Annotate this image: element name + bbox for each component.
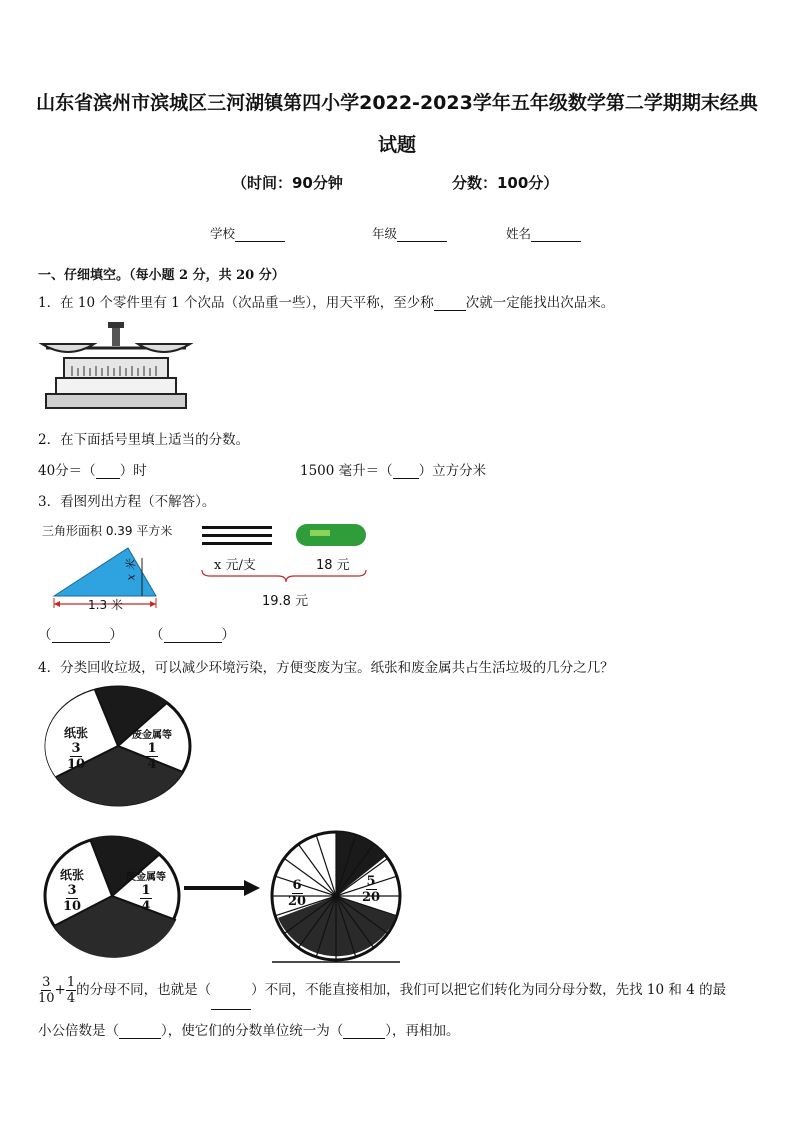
school-field xyxy=(210,224,285,242)
page-title: 山东省滨州市滨城区三河湖镇第四小学2022-2023学年五年级数学第二学期期末经典 xyxy=(36,92,758,114)
exam-time: （时间：90分钟 xyxy=(232,174,343,192)
balance-scale-image xyxy=(38,322,194,412)
expr-den-2: 4 xyxy=(66,991,76,1006)
triangle-base-label: 1.3 米 xyxy=(88,598,123,612)
q4-blank-3[interactable] xyxy=(343,1038,385,1039)
q2-right-blank[interactable] xyxy=(393,478,419,479)
q2-left-post: ）时 xyxy=(119,463,147,479)
question-3: 3．看图列出方程（不解答）。 xyxy=(38,494,216,510)
pie1-paper-text: 纸张 xyxy=(64,726,89,740)
question-4: 4．分类回收垃圾，可以减少环境污染，方便变废为宝。纸张和废金属共占生活垃圾的几分之几？ xyxy=(38,660,614,676)
triangle-height-label: x 米 xyxy=(124,559,138,581)
q1-text-end: 次就一定能找出次品来。 xyxy=(465,295,615,311)
pie3-right-den: 20 xyxy=(362,890,381,905)
right-arrow-icon xyxy=(182,878,262,898)
pie1-paper-num: 3 xyxy=(71,741,81,756)
exam-score: 分数：100分） xyxy=(452,174,559,192)
pie1-metal-label xyxy=(132,726,172,772)
q4-line-1 xyxy=(38,970,726,1010)
q4-line2-b: ），使它们的分数单位统一为（ xyxy=(161,1023,344,1039)
expr-den-1: 10 xyxy=(38,991,55,1006)
pie3-left-den: 20 xyxy=(288,894,307,909)
q3-answer-2 xyxy=(150,623,235,643)
pie3-right-num: 5 xyxy=(366,874,376,889)
pie2-paper-den: 10 xyxy=(62,899,82,914)
q3-ans1-close: ） xyxy=(109,627,123,643)
grade-label: 年级 xyxy=(372,226,398,241)
expr-fraction-1 xyxy=(38,975,55,1006)
pie1-metal-text: 废金属等 xyxy=(132,730,172,741)
triangle-caption: 三角形面积 0.39 平方米 xyxy=(42,524,173,538)
pie1-paper-label xyxy=(64,724,88,772)
pie1-paper-den: 10 xyxy=(66,757,86,772)
pie1-metal-den: 4 xyxy=(147,757,157,772)
q4-line2-c: ），再相加。 xyxy=(385,1023,460,1039)
pie2-metal-label xyxy=(126,868,166,914)
expr-num-1: 3 xyxy=(42,975,51,990)
q2-left-pre: 40分＝（ xyxy=(38,463,96,479)
q4-line1-b: ）不同，不能直接相加，我们可以把它们转化为同分母分数，先找 10 和 4 的最 xyxy=(251,982,727,998)
q1-text: 1．在 10 个零件里有 1 个次品（次品重一些），用天平称，至少称 xyxy=(38,295,434,311)
name-blank[interactable] xyxy=(531,241,581,242)
question-2: 2．在下面括号里填上适当的分数。 xyxy=(38,432,250,448)
pens-and-box-diagram xyxy=(200,522,372,584)
q2-right-pre: 1500 毫升＝（ xyxy=(300,463,393,479)
q4-line2-a: 小公倍数是（ xyxy=(38,1023,119,1039)
q4-blank-1[interactable] xyxy=(211,1009,251,1010)
pie3-left-fraction xyxy=(288,878,306,909)
pie3-right-fraction xyxy=(362,874,380,905)
pie2-paper-label xyxy=(60,866,84,914)
q2-left xyxy=(38,459,147,479)
section-heading: 一、仔细填空。（每小题 2 分，共 20 分） xyxy=(38,268,285,283)
q2-left-blank[interactable] xyxy=(96,478,120,479)
q2-right-post: ）立方分米 xyxy=(418,463,487,479)
q3-ans2-open: （ xyxy=(150,627,164,643)
q3-ans2-close: ） xyxy=(221,627,235,643)
grade-field xyxy=(372,224,447,242)
expr-plus: + xyxy=(54,982,66,998)
q3-ans2-blank[interactable] xyxy=(164,642,222,643)
q1-blank[interactable] xyxy=(434,310,466,311)
school-label: 学校 xyxy=(210,226,236,241)
page-title-line2: 试题 xyxy=(377,134,416,156)
pen-price-label: x 元/支 xyxy=(214,558,256,573)
pie2-paper-num: 3 xyxy=(67,883,77,898)
q4-line-2 xyxy=(38,1019,460,1039)
pie2-metal-num: 1 xyxy=(141,883,151,898)
pie3-left-num: 6 xyxy=(292,878,302,893)
box-price-label: 18 元 xyxy=(316,558,350,573)
q3-ans1-open: （ xyxy=(38,627,52,643)
q3-answer-1 xyxy=(38,623,123,643)
q2-right xyxy=(300,459,486,479)
expr-fraction-2 xyxy=(66,975,76,1006)
total-price-label: 19.8 元 xyxy=(262,594,309,609)
pie1-metal-num: 1 xyxy=(147,741,157,756)
grade-blank[interactable] xyxy=(397,241,447,242)
name-label: 姓名 xyxy=(506,226,532,241)
question-1 xyxy=(38,291,614,311)
pie2-paper-text: 纸张 xyxy=(60,868,85,882)
pie2-metal-den: 4 xyxy=(141,899,151,914)
school-blank[interactable] xyxy=(235,241,285,242)
expr-num-2: 1 xyxy=(66,975,76,990)
q4-blank-2[interactable] xyxy=(119,1038,161,1039)
q4-line1-a: 的分母不同，也就是（ xyxy=(76,982,212,998)
name-field xyxy=(506,224,581,242)
pie2-metal-text: 废金属等 xyxy=(126,872,166,883)
q3-ans1-blank[interactable] xyxy=(52,642,110,643)
